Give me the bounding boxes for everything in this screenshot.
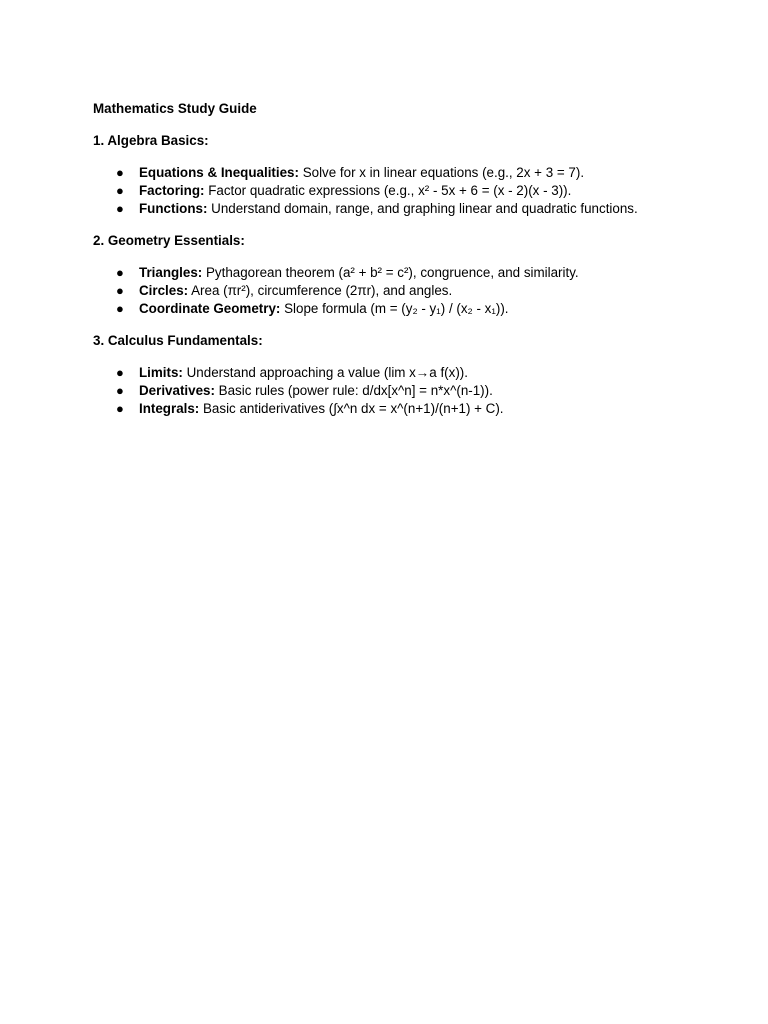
item-text: Factor quadratic expressions (e.g., x² - 5x + 6 = (x - 2)(x - 3)). bbox=[204, 183, 572, 198]
list-item bbox=[93, 400, 733, 418]
list-item bbox=[93, 182, 733, 200]
item-text: Basic rules (power rule: d/dx[x^n] = n*x^(n-1)). bbox=[214, 383, 493, 398]
bullet-icon: ● bbox=[116, 265, 124, 280]
list-item bbox=[93, 364, 733, 382]
item-term: Functions: bbox=[139, 201, 208, 216]
item-text: Slope formula (m = (y₂ - y₁) / (x₂ - x₁)). bbox=[280, 301, 509, 316]
bullet-icon: ● bbox=[116, 401, 124, 416]
bullet-icon: ● bbox=[116, 301, 124, 316]
item-term: Derivatives: bbox=[139, 383, 215, 398]
list-item bbox=[93, 300, 733, 318]
item-text: Understand domain, range, and graphing linear and quadratic functions. bbox=[207, 201, 638, 216]
item-term: Triangles: bbox=[139, 265, 203, 280]
item-text: Understand approaching a value (lim x→a f(x)). bbox=[182, 365, 468, 380]
list-item bbox=[93, 164, 733, 182]
section-heading-calculus: 3. Calculus Fundamentals: bbox=[93, 333, 263, 348]
bullet-icon: ● bbox=[116, 201, 124, 216]
item-term: Coordinate Geometry: bbox=[139, 301, 281, 316]
list-item bbox=[93, 200, 733, 218]
bullet-icon: ● bbox=[116, 383, 124, 398]
item-term: Circles: bbox=[139, 283, 189, 298]
item-term: Equations & Inequalities: bbox=[139, 165, 299, 180]
item-term: Factoring: bbox=[139, 183, 205, 198]
bullet-icon: ● bbox=[116, 183, 124, 198]
item-text: Pythagorean theorem (a² + b² = c²), congruence, and similarity. bbox=[202, 265, 579, 280]
section-heading-algebra: 1. Algebra Basics: bbox=[93, 133, 209, 148]
item-text: Basic antiderivatives (∫x^n dx = x^(n+1)/(n+1) + C). bbox=[199, 401, 504, 416]
list-item bbox=[93, 282, 733, 300]
bullet-icon: ● bbox=[116, 283, 124, 298]
section-heading-geometry: 2. Geometry Essentials: bbox=[93, 233, 245, 248]
list-calculus bbox=[93, 364, 733, 418]
list-geometry bbox=[93, 264, 733, 318]
item-term: Integrals: bbox=[139, 401, 200, 416]
item-text: Area (πr²), circumference (2πr), and angles. bbox=[188, 283, 453, 298]
list-algebra bbox=[93, 164, 733, 218]
document-page bbox=[93, 100, 733, 418]
list-item bbox=[93, 264, 733, 282]
bullet-icon: ● bbox=[116, 365, 124, 380]
document-title: Mathematics Study Guide bbox=[93, 101, 257, 116]
item-term: Limits: bbox=[139, 365, 183, 380]
bullet-icon: ● bbox=[116, 165, 124, 180]
list-item bbox=[93, 382, 733, 400]
item-text: Solve for x in linear equations (e.g., 2x + 3 = 7). bbox=[298, 165, 585, 180]
